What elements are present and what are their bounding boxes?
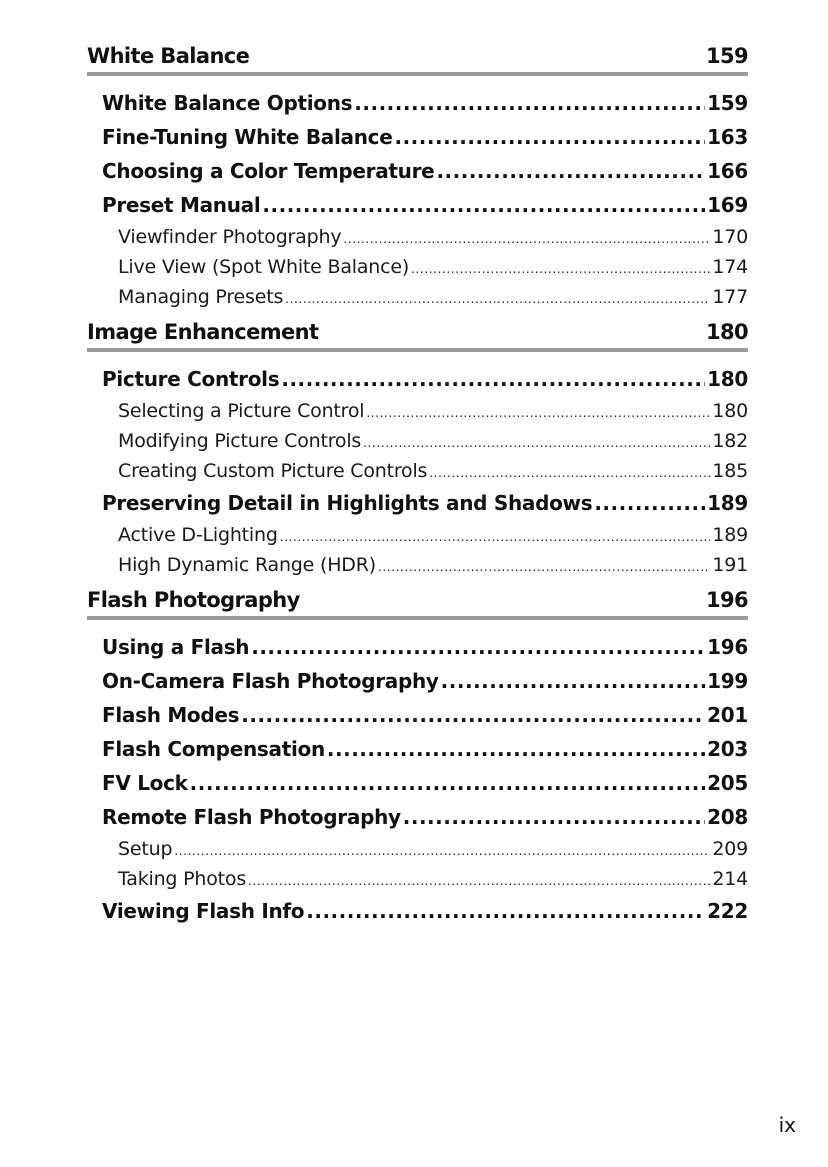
toc-subentry[interactable]: [118, 426, 748, 456]
entry-label: Flash Modes: [102, 703, 240, 727]
dot-leader: [343, 224, 710, 254]
entry-label: Flash Compensation: [102, 737, 325, 761]
entry-label: Fine-Tuning White Balance: [102, 125, 393, 149]
dot-leader: [366, 398, 710, 428]
entry-page: 166: [707, 159, 748, 183]
entry-label: Viewing Flash Info: [102, 899, 305, 923]
entry-label: FV Lock: [102, 771, 188, 795]
toc-entry[interactable]: [102, 800, 748, 834]
dot-leader: [441, 664, 705, 698]
dot-leader: [403, 800, 705, 834]
toc-section: [87, 40, 748, 312]
section-page: 196: [705, 588, 748, 612]
section-heading[interactable]: [87, 316, 748, 352]
entry-label: Preset Manual: [102, 193, 261, 217]
toc-subentry[interactable]: [118, 834, 748, 864]
entry-page: 182: [712, 430, 748, 452]
entry-page: 199: [707, 669, 748, 693]
entry-label: Selecting a Picture Control: [118, 400, 365, 422]
toc-section: [87, 316, 748, 580]
dot-leader: [429, 458, 710, 488]
entry-label: Viewfinder Photography: [118, 226, 342, 248]
dot-leader: [285, 284, 710, 314]
toc-subentry[interactable]: [118, 282, 748, 312]
entry-label: Remote Flash Photography: [102, 805, 401, 829]
table-of-contents: [87, 40, 748, 932]
entry-page: 163: [707, 125, 748, 149]
entry-label: Live View (Spot White Balance): [118, 256, 410, 278]
entry-label: Choosing a Color Temperature: [102, 159, 435, 183]
entry-label: Setup: [118, 838, 173, 860]
entry-page: 180: [707, 367, 748, 391]
section-title: Image Enhancement: [87, 320, 319, 344]
toc-subentry[interactable]: [118, 252, 748, 282]
section-heading[interactable]: [87, 584, 748, 620]
toc-entry[interactable]: [102, 188, 748, 222]
entry-page: 209: [712, 838, 748, 860]
toc-entry[interactable]: [102, 664, 748, 698]
toc-subentry[interactable]: [118, 456, 748, 486]
entry-label: Active D-Lighting: [118, 524, 278, 546]
dot-leader: [394, 120, 705, 154]
section-title: Flash Photography: [87, 588, 300, 612]
section-page: 180: [705, 320, 748, 344]
entry-page: 208: [707, 805, 748, 829]
dot-leader: [174, 836, 710, 866]
toc-entry[interactable]: [102, 120, 748, 154]
entry-page: 205: [707, 771, 748, 795]
entry-page: 169: [707, 193, 748, 217]
entry-page: 203: [707, 737, 748, 761]
entry-label: Picture Controls: [102, 367, 280, 391]
dot-leader: [594, 486, 705, 520]
dot-leader: [327, 732, 705, 766]
dot-leader: [281, 362, 705, 396]
section-title: White Balance: [87, 44, 250, 68]
toc-entry[interactable]: [102, 362, 748, 396]
toc-subentry[interactable]: [118, 864, 748, 894]
entry-page: 191: [712, 554, 748, 576]
dot-leader: [306, 894, 705, 928]
dot-leader: [251, 630, 705, 664]
toc-entry[interactable]: [102, 894, 748, 928]
toc-entry[interactable]: [102, 698, 748, 732]
toc-subentry[interactable]: [118, 222, 748, 252]
toc-section: [87, 584, 748, 928]
dot-leader: [436, 154, 705, 188]
toc-entry[interactable]: [102, 630, 748, 664]
entry-label: On-Camera Flash Photography: [102, 669, 439, 693]
dot-leader: [280, 522, 711, 552]
section-page: 159: [705, 44, 748, 68]
entry-page: 174: [712, 256, 748, 278]
dot-leader: [241, 698, 705, 732]
entry-page: 189: [707, 491, 748, 515]
toc-subentry[interactable]: [118, 396, 748, 426]
entry-label: Modifying Picture Controls: [118, 430, 362, 452]
toc-entry[interactable]: [102, 86, 748, 120]
toc-subentry[interactable]: [118, 550, 748, 580]
toc-subentry[interactable]: [118, 520, 748, 550]
dot-leader: [262, 188, 705, 222]
entry-page: 180: [712, 400, 748, 422]
entry-label: High Dynamic Range (HDR): [118, 554, 376, 576]
page-number: ix: [778, 1113, 796, 1137]
entry-page: 222: [707, 899, 748, 923]
entry-label: Managing Presets: [118, 286, 284, 308]
section-heading[interactable]: [87, 40, 748, 76]
dot-leader: [190, 766, 705, 800]
entry-label: Preserving Detail in Highlights and Shadows: [102, 491, 593, 515]
entry-page: 201: [707, 703, 748, 727]
entry-page: 196: [707, 635, 748, 659]
entry-label: Creating Custom Picture Controls: [118, 460, 428, 482]
entry-page: 189: [712, 524, 748, 546]
entry-label: Taking Photos: [118, 868, 247, 890]
dot-leader: [411, 254, 710, 284]
toc-entry[interactable]: [102, 732, 748, 766]
dot-leader: [378, 552, 710, 582]
toc-entry[interactable]: [102, 766, 748, 800]
entry-page: 185: [712, 460, 748, 482]
toc-entry[interactable]: [102, 486, 748, 520]
entry-page: 177: [712, 286, 748, 308]
dot-leader: [363, 428, 710, 458]
dot-leader: [248, 866, 710, 896]
dot-leader: [354, 86, 705, 120]
entry-label: Using a Flash: [102, 635, 250, 659]
entry-page: 170: [712, 226, 748, 248]
entry-label: White Balance Options: [102, 91, 353, 115]
entry-page: 214: [712, 868, 748, 890]
toc-entry[interactable]: [102, 154, 748, 188]
entry-page: 159: [707, 91, 748, 115]
